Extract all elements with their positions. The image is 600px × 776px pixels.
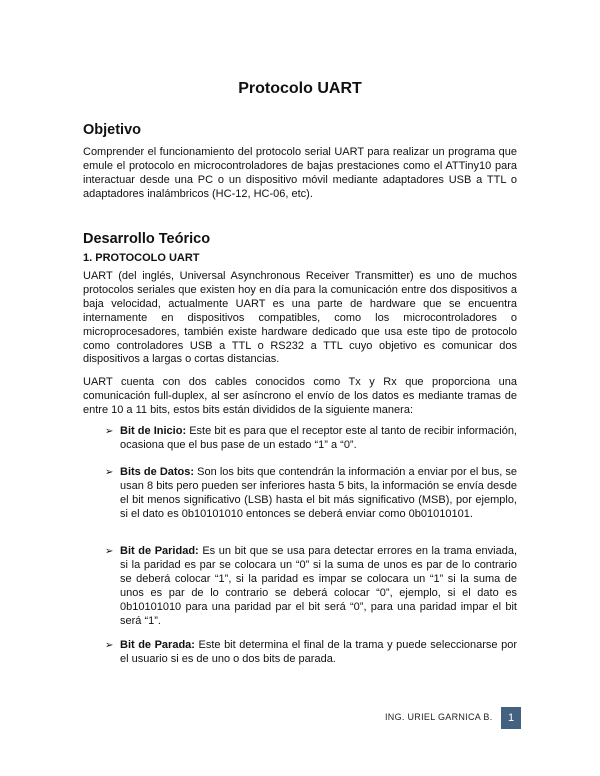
footer-author: ING. URIEL GARNICA B. — [385, 712, 493, 722]
bullet-term: Bit de Parada: — [120, 639, 195, 651]
bullet-term: Bits de Datos: — [120, 466, 195, 478]
bullet-term: Bit de Inicio: — [120, 425, 187, 437]
arrow-bullet-icon: ➢ — [105, 640, 114, 651]
bullet-text: Es un bit que se usa para detectar errores en la trama enviada, si la paridad es par se colocara un “0” si la suma de unos es par de lo contrario se deberá colocar “1”, si la paridad es impar se colocara un “1” si la suma de unos es par de lo contrario se deberá colocar “0”, ejemplo, si el dato es 0b10101010 para una paridad par el bit será “0”, para una paridad impar el bit será “1”. — [120, 545, 518, 627]
bullet-text: Este bit es para que el receptor este al tanto de recibir información, ocasiona que el bus pase de un estado “1” a “0”. — [120, 425, 517, 451]
list-item-bits-datos — [105, 466, 517, 522]
bullet-text: Son los bits que contendrán la información a enviar por el bus, se usan 8 bits pero pueden ser inferiores hasta 5 bits, la información se envía desde el bit menos significativo (LSB) hasta el bit más significativo (MSB), por ejemplo, si el dato es 0b10101010 entonces se deberá enviar como 0b01010101. — [120, 466, 517, 520]
section-subheading: 1. PROTOCOLO UART — [83, 252, 200, 264]
list-item-bit-inicio — [105, 425, 517, 453]
page-number: 1 — [501, 707, 521, 729]
objetivo-paragraph: Comprender el funcionamiento del protocolo serial UART para realizar un programa que emule el protocolo en microcontroladores de bajas prestaciones como el ATTiny10 para interactuar desde una PC o un dispositivo móvil mediante adaptadores USB a TTL o adaptadores inalámbricos (HC-12, HC-06, etc). — [83, 146, 517, 200]
arrow-bullet-icon: ➢ — [105, 546, 114, 557]
desarrollo-heading: Desarrollo Teórico — [83, 231, 211, 247]
list-item-bit-parada — [105, 639, 517, 667]
list-item-bit-paridad — [105, 545, 517, 628]
arrow-bullet-icon: ➢ — [105, 467, 114, 478]
bullet-term: Bit de Paridad: — [120, 545, 199, 557]
bullet-text: Este bit determina el final de la trama y puede seleccionarse por el usuario si es de uno o dos bits de parada. — [120, 639, 517, 665]
uart-paragraph-2: UART cuenta con dos cables conocidos como Tx y Rx que proporciona una comunicación full-duplex, al ser asíncrono el envío de los datos es mediante tramas de entre 10 a 11 bits, estos bits están divididos de la siguiente manera: — [83, 376, 517, 416]
arrow-bullet-icon: ➢ — [105, 426, 114, 437]
page-title: Protocolo UART — [238, 80, 362, 97]
uart-paragraph-1: UART (del inglés, Universal Asynchronous Receiver Transmitter) es uno de muchos protocolos seriales que existen hoy en día para la comunicación entre dos dispositivos a baja velocidad, actualmente UART es una parte de hardware que se encuentra internamente en dispositivos compatibles, como los microcontroladores o microprocesadores, también existe hardware dedicado que usa este tipo de protocolo como controladores USB a TTL o RS232 a TTL cuyo objetivo es comunicar dos dispositivos a largas o cortas distancias. — [83, 270, 517, 366]
objetivo-heading: Objetivo — [83, 122, 142, 138]
